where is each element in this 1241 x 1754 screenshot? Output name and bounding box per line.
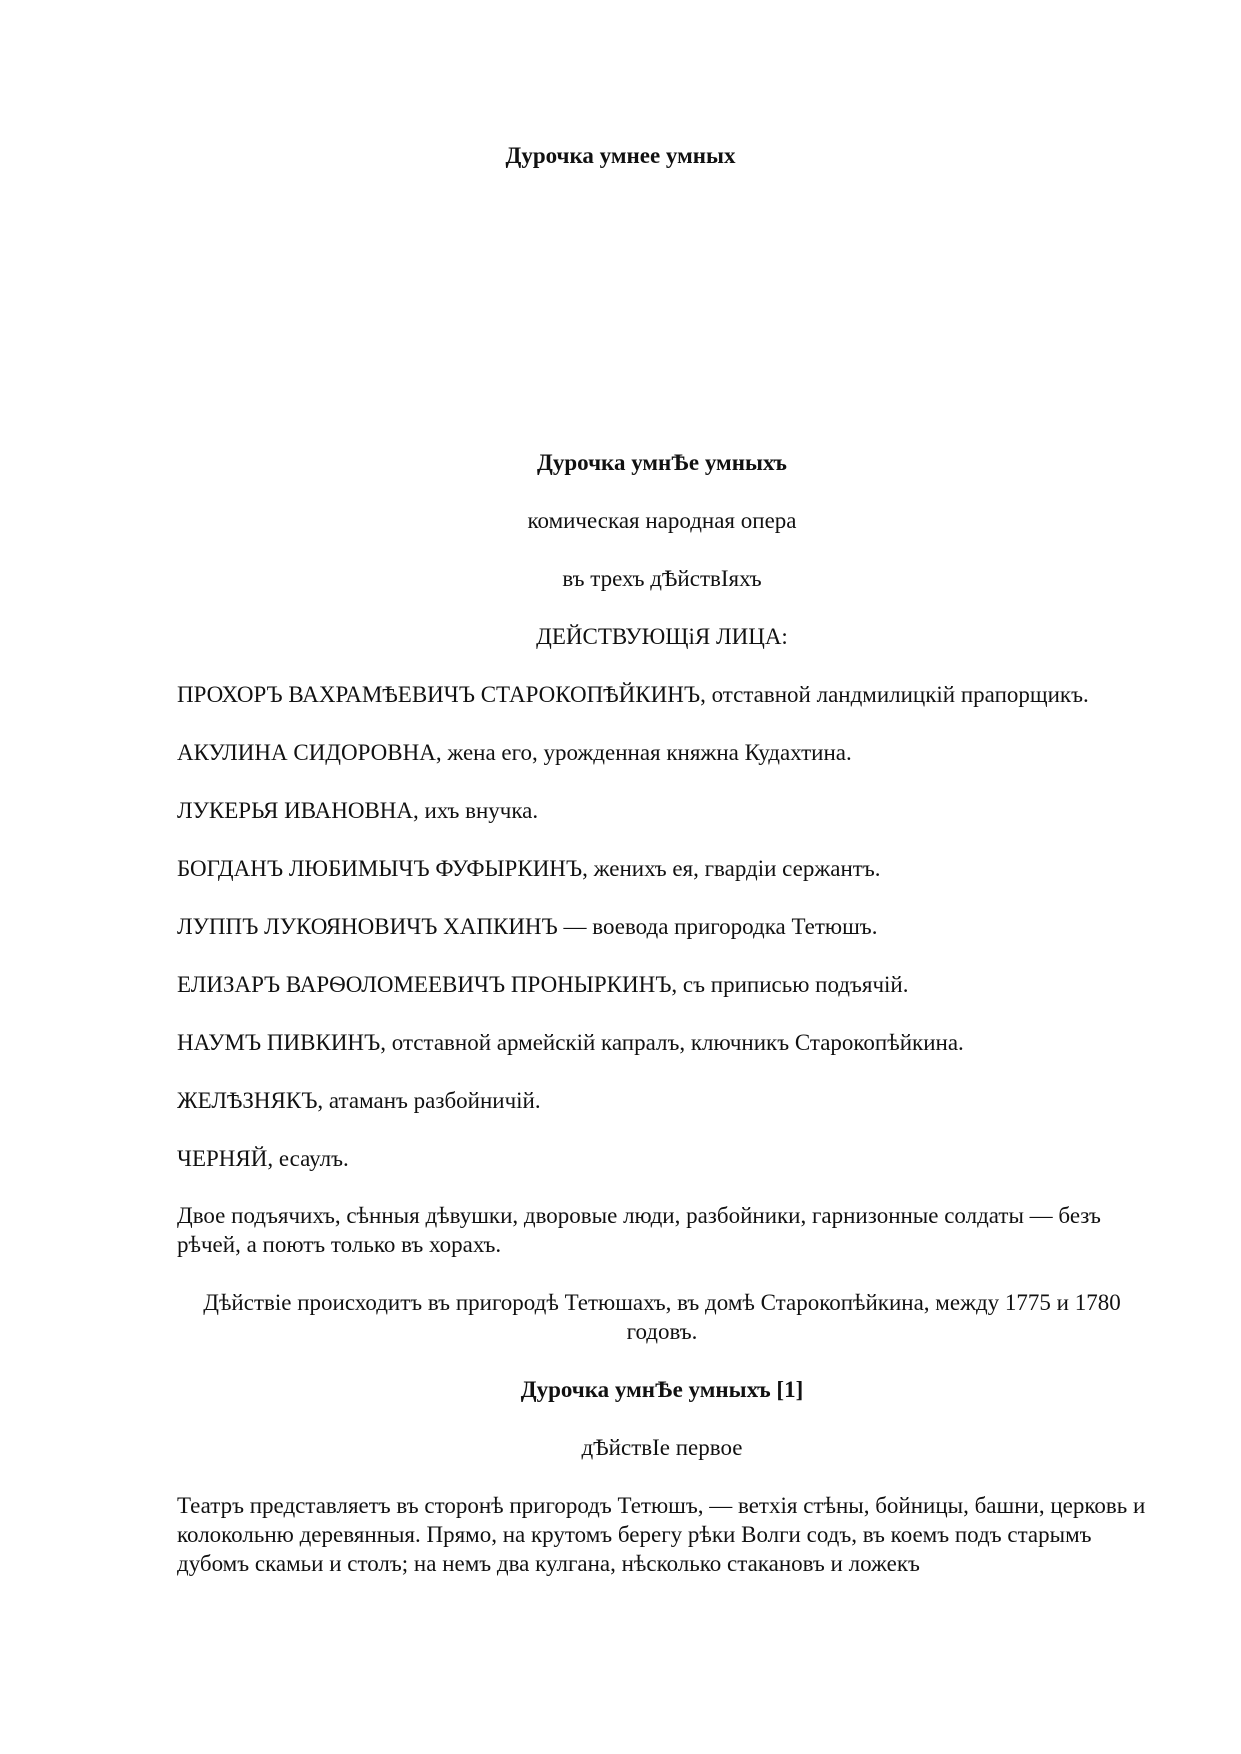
document-body — [177, 448, 1147, 1578]
extras-note: Двое подъячихъ, сѣнныя дѣвушки, дворовые люди, разбойники, гарнизонные солдаты — безъ рѣчей, а поютъ только въ хорахъ. — [177, 1203, 1101, 1257]
play-subtitle: комическая народная опера — [527, 508, 797, 533]
person-entry: ЧЕРНЯЙ, есаулъ. — [177, 1146, 349, 1171]
person-entry: ПРОХОРЪ ВАХРАМѢЕВИЧЪ СТАРОКОПѢЙКИНЪ, отставной ландмилицкій прапорщикъ. — [177, 682, 1089, 707]
document-top-title: Дурочка умнее умных — [505, 143, 736, 168]
play-title: Дурочка умнѢе умныхъ — [537, 450, 787, 475]
person-entry: НАУМЪ ПИВКИНЪ, отставной армейскій капралъ, ключникъ Старокопѣйкина. — [177, 1030, 964, 1055]
persons-heading: ДЕЙСТВУЮЩiЯ ЛИЦА: — [536, 624, 788, 649]
person-entry: ЕЛИЗАРЪ ВАРѲОЛОМЕЕВИЧЪ ПРОНЫРКИНЪ, съ приписью подъячій. — [177, 972, 909, 997]
person-entry: ЛУППЪ ЛУКОЯНОВИЧЪ ХАПКИНЪ — воевода пригородка Тетюшъ. — [177, 914, 878, 939]
person-entry: ЖЕЛѢЗНЯКЪ, атаманъ разбойничій. — [177, 1088, 541, 1113]
person-entry: АКУЛИНА СИДОРОВНА, жена его, урожденная княжна Кудахтина. — [177, 740, 852, 765]
person-entry: БОГДАНЪ ЛЮБИМЫЧЪ ФУФЫРКИНЪ, женихъ ея, гвардіи сержантъ. — [177, 856, 881, 881]
stage-direction: Театръ представляетъ въ сторонѣ пригородъ Тетюшъ, — ветхія стѣны, бойницы, башни, церковь и колокольню деревянныя. Прямо, на крутомъ берегу рѣки Волги содъ, въ коемъ подъ старымъ дубомъ скамьи и столъ; на немъ два кулгана, нѣсколько стакановъ и ложекъ — [177, 1493, 1146, 1576]
act-name: дѢйствIе первое — [581, 1435, 743, 1460]
act-title: Дурочка умнѢе умныхъ [1] — [520, 1377, 804, 1402]
setting-note: Дѣйствіе происходитъ въ пригородѣ Тетюшахъ, въ домѣ Старокопѣйкина, между 1775 и 1780 годовъ. — [203, 1290, 1121, 1344]
person-entry: ЛУКЕРЬЯ ИВАНОВНА, ихъ внучка. — [177, 798, 539, 823]
acts-note: въ трехъ дѢйствIяхъ — [562, 566, 762, 591]
